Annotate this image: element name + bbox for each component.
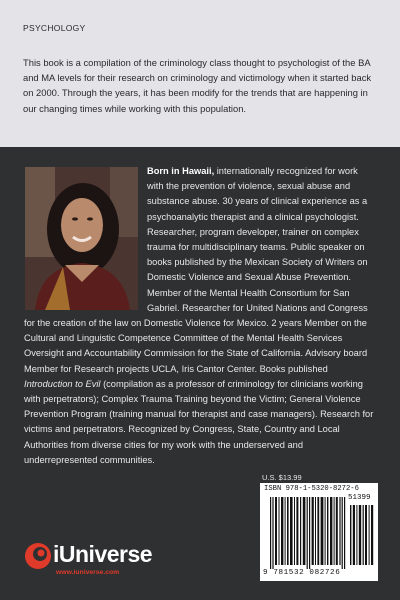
barcode-number: 9 781532 082726: [263, 569, 341, 577]
book-title: Introduction to Evil: [24, 378, 101, 389]
author-bio-lead: Born in Hawaii,: [147, 166, 215, 176]
author-bio: [24, 164, 376, 468]
price-addon-code: 51399: [348, 494, 371, 502]
category-label: PSYCHOLOGY: [23, 23, 86, 33]
description-panel: [0, 0, 400, 147]
publisher-url: www.iuniverse.com: [56, 569, 120, 576]
author-bio-text-continued: (compilation as a professor of criminology for clinicians working with perpetrators); Complex Trauma Training beyond the Victim; General Violence Prevention Program (training manual for therapist and case managers). Research for victims and perpetrators. Recognized by Congress, State, Country and Local Authorities from diverse cities for my work with the underserved and underrepresented communities.: [24, 378, 374, 465]
price-label: U.S. $13.99: [262, 473, 302, 482]
author-bio-text: internationally recognized for work with the prevention of violence, sexual abuse and substance abuse. 30 years of clinical experience as a psychoanalytic therapist and a clinical psychologist. Researcher, program developer, trainer on complex trauma for multidisciplinary teams. Public speaker on books published by the Mexican Society of Writers on Domestic Violence and Sexual Abuse Prevention. Member of the Mental Health Consortium for San Gabriel. Researcher for United Nations and Congress for the creation of the law on Domestic Violence for Mexico. 2 years Member on the Cultural and Linguistic Competence Committee of the Mental Health Services Oversight and Accountability Commission for the State of California. Advisory board Member for Research projects UCLA, Iris Cantor Center. Books published: [24, 166, 368, 374]
barcode: [260, 483, 378, 581]
book-description: This book is a compilation of the criminology class thought to psychologist of the BA and MA levels for their research on criminology and victimology when it started back on 2000. Through the years, it has been modify for the trends that are happening in our changing times while working with this population.: [23, 57, 372, 114]
barcode-bars: [260, 483, 378, 581]
photo-wrap-spacer: [24, 164, 147, 316]
swirl-logo-icon: [23, 541, 53, 571]
publisher-logo: [23, 541, 163, 581]
publisher-name: iUniverse: [53, 541, 153, 567]
isbn-text: ISBN 978-1-5320-8272-6: [264, 485, 359, 493]
